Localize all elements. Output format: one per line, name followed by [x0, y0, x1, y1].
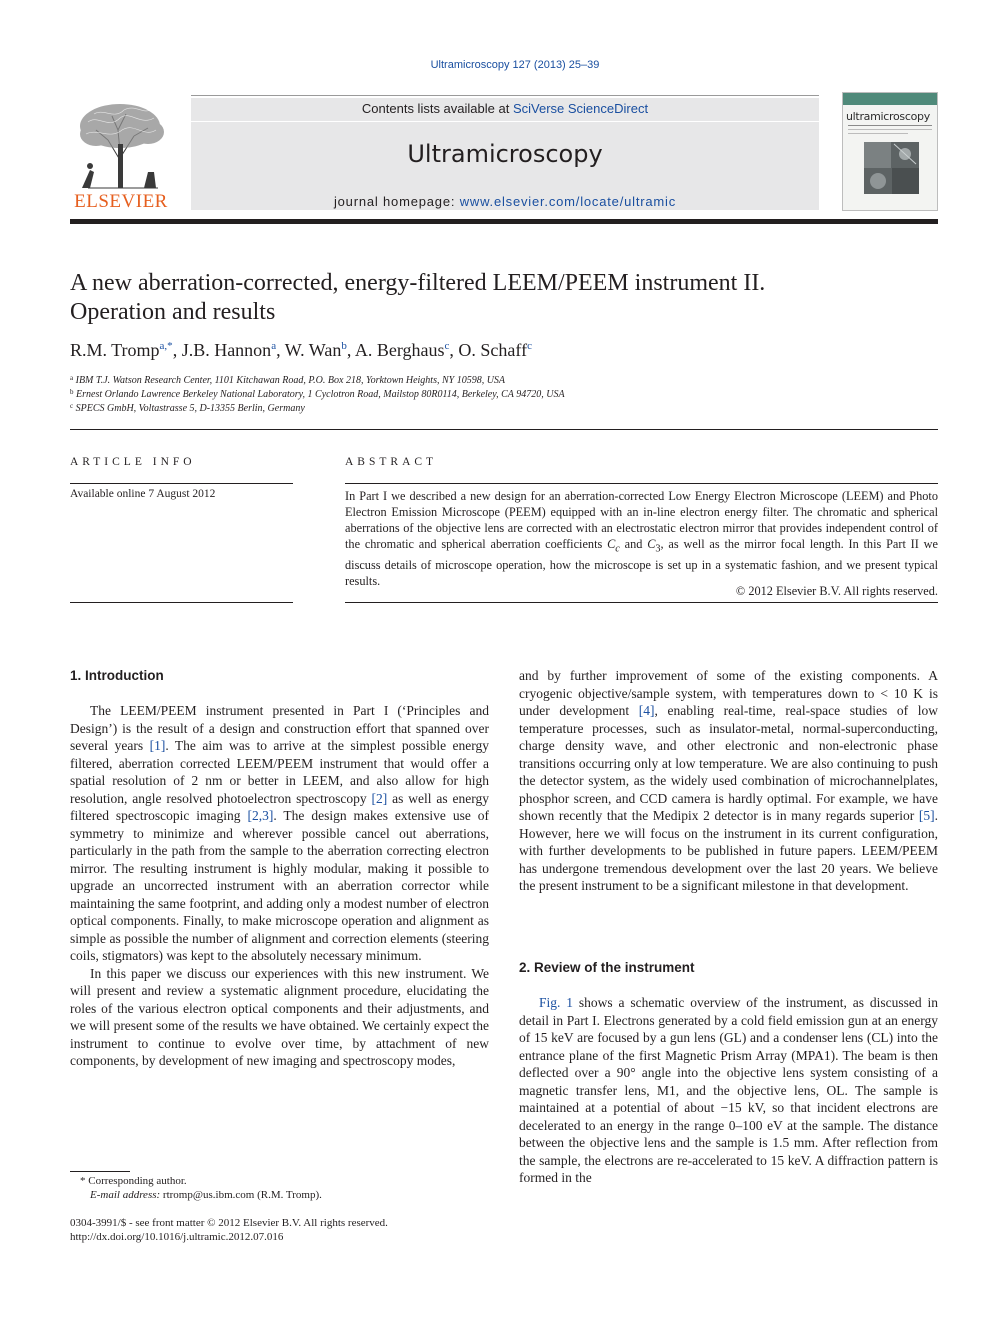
- affiliation: [70, 374, 505, 386]
- author-separator: ,: [449, 340, 459, 360]
- header-divider: [191, 121, 819, 122]
- author-name[interactable]: J.B. Hannon: [181, 340, 272, 360]
- affiliation: [70, 402, 305, 414]
- paragraph-text: . However, here we will focus on the instrument in its current configuration, with further developments to be published in future papers. LEEM/PEEM has undergone tremendous development over the last 20 years. We believe the present instrument to be a significant milestone in that development.: [519, 808, 938, 893]
- title-line-1: A new aberration-corrected, energy-filtered LEEM/PEEM instrument II.: [70, 270, 766, 296]
- cc-subscript: c: [615, 543, 620, 555]
- abstract-and-word: and: [619, 537, 648, 551]
- article-title: [70, 269, 938, 327]
- header-top-rule: [191, 95, 819, 96]
- right-column-body-top: [519, 667, 938, 895]
- homepage-prefix: journal homepage:: [333, 194, 456, 209]
- cover-top-band: [843, 93, 937, 105]
- email-address[interactable]: rtromp@us.ibm.com (R.M. Tromp).: [162, 1189, 322, 1201]
- figure-link[interactable]: Fig. 1: [539, 995, 574, 1010]
- author-separator: ,: [346, 340, 355, 360]
- article-info-bottom-rule: [70, 602, 293, 603]
- abstract-heading: ABSTRACT: [345, 456, 438, 468]
- paragraph-text: and by further improvement of some of the existing components. A cryogenic objective/sample system, with temperatures down to < 10 K is under development: [519, 668, 938, 718]
- reference-link[interactable]: [2]: [371, 790, 388, 806]
- affiliation-label: a: [70, 374, 74, 382]
- affiliation-label: c: [70, 402, 74, 410]
- paragraph-text: shows a schematic overview of the instrument, as discussed in detail in Part I. Electrons generated by a cold field emission gun at an energy of 15 keV are focused by a gun lens (GL) and a condenser lens (CL) into the entrance plane of the first Magnetic Prism Array (MPA1). The beam is then deflected over a 90° angle into the objective lens system consisting of a magnetic transfer lens, M1, and the objective lens, OL. The sample is maintained at a potential of about −15 kV, so that incident electrons are decelerated to an energy in the range 0–100 eV at the sample. The distance between the objective lens and the sample is 1.5 mm. After reflection from the sample, the electrons are re-accelerated to 15 keV. A diffraction pattern is formed in the: [519, 995, 938, 1185]
- corresponding-author-note: * Corresponding author.: [80, 1175, 187, 1187]
- header-thick-rule: [70, 219, 938, 224]
- right-column-body-bottom: [519, 994, 938, 1187]
- email-label: E-mail address:: [90, 1189, 161, 1201]
- journal-homepage-line: [191, 194, 819, 209]
- issn-line: 0304-3991/$ - see front matter © 2012 Elsevier B.V. All rights reserved.: [70, 1217, 388, 1229]
- abstract-text-part: , as well as the mirror focal length. In this Part II we discuss details of microscope operation, how the microscope is set up in a systematic fashion, and we present typical results.: [345, 537, 939, 589]
- paragraph: [70, 702, 489, 965]
- elsevier-tree-logo-icon: [68, 100, 172, 192]
- paragraph-text: . The aim was to arrive at the simplest possible energy filtered, aberration corrected LEEM/PEEM instrument that would offer a spatial resolution of 2 nm or better in LEEM, and also allow for high resolution, angle resolved photoelectron spectroscopy: [70, 738, 490, 806]
- cover-title: ultramicroscopy: [846, 110, 930, 123]
- affiliation-text: SPECS GmbH, Voltastrasse 5, D-13355 Berlin, Germany: [75, 403, 305, 414]
- cc-symbol: C: [607, 537, 616, 551]
- journal-name[interactable]: Ultramicroscopy: [407, 140, 603, 168]
- paragraph: [519, 994, 938, 1187]
- email-footnote: [90, 1189, 322, 1201]
- abstract-copyright: © 2012 Elsevier B.V. All rights reserved.: [735, 584, 938, 598]
- author-name[interactable]: W. Wan: [284, 340, 342, 360]
- author-affil-mark[interactable]: a: [271, 340, 277, 352]
- cover-rule-2: [848, 129, 932, 130]
- reference-link[interactable]: [4]: [638, 703, 655, 718]
- c3-symbol: C: [647, 537, 656, 551]
- reference-link[interactable]: [2,3]: [247, 808, 274, 823]
- journal-homepage-link[interactable]: www.elsevier.com/locate/ultramic: [459, 194, 677, 209]
- author-name[interactable]: A. Berghaus: [354, 340, 445, 360]
- author-affil-mark[interactable]: c: [444, 340, 450, 352]
- available-online-date: Available online 7 August 2012: [70, 488, 216, 500]
- c3-subscript: 3: [655, 543, 661, 555]
- paragraph-text: The LEEM/PEEM instrument presented in Part I (‘Principles and Design’) is the result of a design and construction effort that spanned over several years: [70, 703, 489, 753]
- author-list: [70, 340, 532, 361]
- abstract-text-part: In Part I we described a new design for an aberration-corrected Low Energy Electron Microscope (LEEM) and Photo Electron Emission Microscope (PEEM) equipped with an in-line electron energy filter. The chromatic and spherical aberrations of the objective lens are corrected with an electrostatic electron mirror that provides independent control of the chromatic and spherical aberration coefficients: [345, 489, 938, 551]
- paragraph-text: as well as energy filtered spectroscopic imaging: [70, 790, 489, 823]
- author-affil-mark[interactable]: b: [341, 340, 347, 352]
- paragraph: In this paper we discuss our experiences with this new instrument. We will present and review a systematic alignment procedure, elucidating the roles of the various electron optical components and their adjustments, and we will present some of the results we have obtained. We certainly expect the instrument to continue to evolve over time, by attachment of new components, by development of new imaging and spectroscopy modes,: [70, 965, 489, 1068]
- author-name[interactable]: O. Schaff: [458, 340, 528, 360]
- author-affil-mark[interactable]: c: [527, 340, 532, 352]
- reference-link[interactable]: [5]: [918, 808, 935, 823]
- sciencedirect-link[interactable]: SciVerse ScienceDirect: [512, 101, 649, 116]
- affiliation-text: Ernest Orlando Lawrence Berkeley National Laboratory, 1 Cyclotron Road, Mailstop 80R0114, Berkeley, CA 94720, USA: [76, 389, 565, 400]
- abstract-top-rule: [345, 483, 938, 484]
- doi-link[interactable]: http://dx.doi.org/10.1016/j.ultramic.2012.07.016: [70, 1231, 284, 1243]
- section-heading-review: 2. Review of the instrument: [519, 960, 695, 975]
- author-affil-mark[interactable]: a,*: [159, 340, 173, 352]
- contents-prefix: Contents lists available at: [361, 101, 510, 116]
- cover-rule: [848, 125, 932, 126]
- affiliation-rule: [70, 429, 938, 430]
- affiliation: [70, 388, 565, 400]
- section-heading-introduction: 1. Introduction: [70, 668, 164, 683]
- author-separator: ,: [276, 340, 285, 360]
- author-name[interactable]: R.M. Tromp: [70, 340, 160, 360]
- article-info-top-rule: [70, 483, 293, 484]
- paragraph-text: , enabling real-time, real-space studies of low temperature processes, such as insulator-metal, normal-superconducting, charge density wave, and other electronic and non-electronic phase transitions occurring only at low temperature. We are also continuing to push the detector system, as the widely used combination of microchannelplates, phosphor screen, and CCD camera is hardly optimal. For example, we have shown recently that the Medipix 2 detector is in many regards superior: [519, 703, 938, 823]
- paragraph-text: . The design makes extensive use of symmetry to minimize and wherever possible cancel out aberrations, particularly in the path from the sample to the aberration correcting electron mirror. The resulting instrument is highly modular, making it possible to upgrade an uncorrected instrument with an aberration corrector while maintaining the same footprint, and adding only a modest number of electron optical components. Finally, to make microscope operation and alignment as simple as possible the number of alignment and correction elements (steering coils, stigmators) was kept to the absolutely necessary minimum.: [70, 808, 489, 963]
- cover-rule-3: [848, 133, 908, 134]
- title-line-2: Operation and results: [70, 299, 276, 325]
- affiliation-text: IBM T.J. Watson Research Center, 1101 Kitchawan Road, P.O. Box 218, Yorktown Heights, NY 10598, USA: [75, 375, 506, 386]
- article-info-heading: ARTICLE INFO: [70, 456, 196, 468]
- affiliation-label: b: [70, 388, 74, 396]
- journal-citation[interactable]: Ultramicroscopy 127 (2013) 25–39: [430, 59, 600, 71]
- abstract-bottom-rule: [345, 602, 938, 603]
- author-separator: ,: [172, 340, 182, 360]
- reference-link[interactable]: [1]: [149, 738, 166, 753]
- elsevier-wordmark[interactable]: ELSEVIER: [74, 191, 168, 212]
- contents-availability-line: [191, 101, 819, 116]
- footnote-rule: [70, 1171, 130, 1172]
- paragraph: [519, 667, 938, 895]
- left-column-body: [70, 702, 489, 1070]
- cover-micrograph-image: [864, 142, 919, 194]
- abstract-text: [345, 488, 938, 589]
